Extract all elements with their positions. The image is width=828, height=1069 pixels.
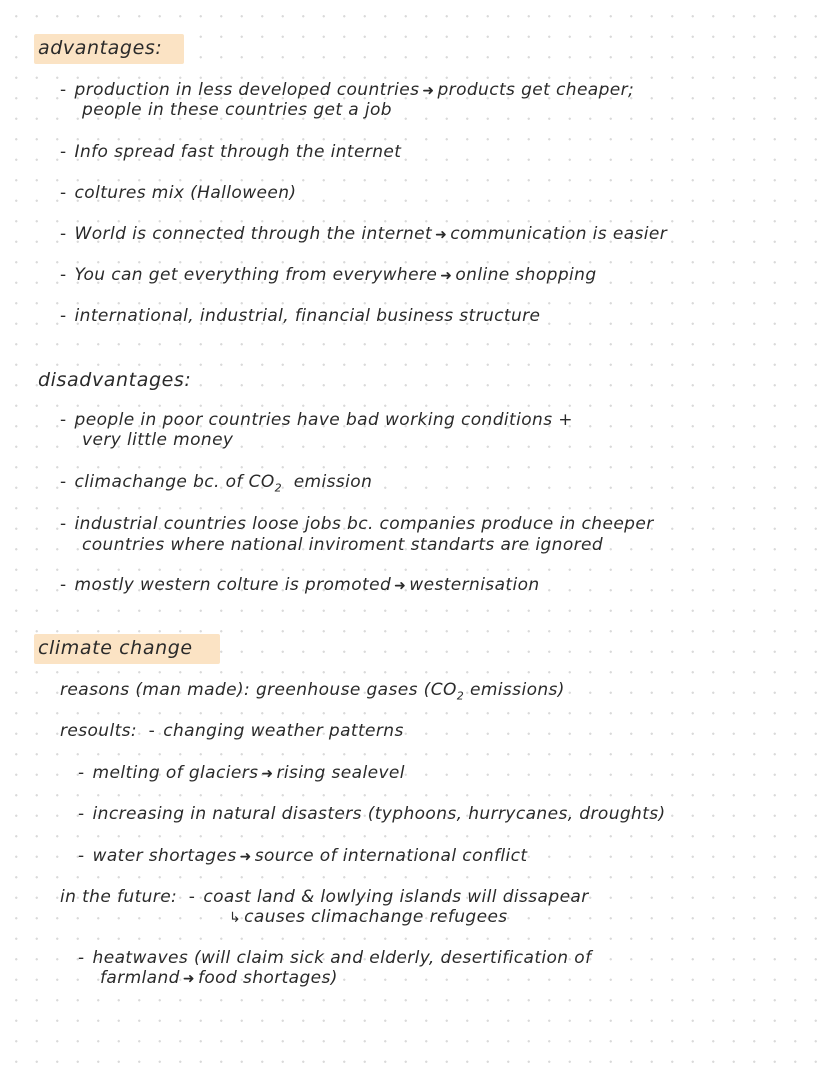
arrow-icon: ➜ xyxy=(261,766,274,782)
dis-item-1-line-1 xyxy=(60,410,573,430)
hook-arrow-icon: ↳ xyxy=(229,910,242,926)
adv-item-1-text-b: products get cheaper; xyxy=(437,80,635,100)
dis-item-4-text-b: westernisation xyxy=(409,575,540,595)
adv-item-2 xyxy=(60,142,401,162)
results-item-3 xyxy=(78,846,527,867)
dis-item-2-text-b: emission xyxy=(293,472,373,492)
adv-item-1-line-2: people in these countries get a job xyxy=(82,100,392,120)
dis-item-2 xyxy=(60,472,372,498)
heat-line-2 xyxy=(100,968,338,989)
heat-text-2b: food shortages) xyxy=(198,968,338,988)
adv-item-1-line-1 xyxy=(60,80,634,101)
results-item-1 xyxy=(78,763,405,784)
adv-item-6 xyxy=(60,306,540,326)
arrow-icon: ➜ xyxy=(422,83,435,99)
adv-item-2-text: Info spread fast through the internet xyxy=(74,142,402,162)
climate-results xyxy=(60,721,404,741)
arrow-icon: ➜ xyxy=(182,971,195,987)
bullet-dash: - xyxy=(60,306,67,326)
adv-item-3-text: coltures mix (Halloween) xyxy=(74,183,297,203)
arrow-icon: ➜ xyxy=(239,849,252,865)
advantages-heading: advantages: xyxy=(38,37,163,59)
results-item-2-text: increasing in natural disasters (typhoons, hurrycanes, droughts) xyxy=(92,804,666,824)
adv-item-3 xyxy=(60,183,296,203)
arrow-icon: ➜ xyxy=(435,227,448,243)
bullet-dash: - xyxy=(78,948,85,968)
bullet-dash: - xyxy=(60,80,67,100)
reasons-text-a: greenhouse gases (CO xyxy=(255,680,457,700)
results-item-3-text-b: source of international conflict xyxy=(254,846,528,866)
future-label: in the future: xyxy=(60,887,178,907)
bullet-dash: - xyxy=(78,804,85,824)
subscript-2: 2 xyxy=(274,481,283,495)
bullet-dash: - xyxy=(60,472,67,492)
bullet-dash: - xyxy=(60,410,67,430)
adv-item-5-text-b: online shopping xyxy=(455,265,597,285)
adv-item-5-text-a: You can get everything from everywhere xyxy=(74,265,438,285)
adv-item-4 xyxy=(60,224,667,245)
heat-line-1 xyxy=(78,948,591,968)
dis-item-4 xyxy=(60,575,540,596)
results-label: resoults: xyxy=(60,721,138,741)
climate-heading: climate change xyxy=(38,637,193,659)
dis-item-1-line-2: very little money xyxy=(82,430,234,450)
dis-item-3-line-1 xyxy=(60,514,654,534)
future-text-2: causes climachange refugees xyxy=(244,907,508,927)
adv-item-4-text-b: communication is easier xyxy=(450,224,668,244)
disadvantages-heading: disadvantages: xyxy=(38,369,192,391)
future-line-1 xyxy=(60,887,589,907)
results-item-3-text-a: water shortages xyxy=(92,846,237,866)
bullet-dash: - xyxy=(78,763,85,783)
results-item-1-text-b: rising sealevel xyxy=(276,763,405,783)
heat-text-1: heatwaves (will claim sick and elderly, desertification of xyxy=(92,948,592,968)
climate-reasons xyxy=(60,680,565,706)
dis-item-3-text: industrial countries loose jobs bc. companies produce in cheeper xyxy=(74,514,654,534)
dis-item-2-text-a: climachange bc. of CO xyxy=(74,472,275,492)
adv-item-5 xyxy=(60,265,597,286)
results-item-2 xyxy=(78,804,666,824)
bullet-dash: - xyxy=(60,224,67,244)
arrow-icon: ➜ xyxy=(394,578,407,594)
bullet-dash: - xyxy=(60,183,67,203)
bullet-dash: - xyxy=(60,575,67,595)
bullet-dash: - xyxy=(78,846,85,866)
subscript-2: 2 xyxy=(456,689,465,703)
bullet-dash: - xyxy=(60,265,67,285)
bullet-dash: - xyxy=(60,142,67,162)
results-item-1-text-a: melting of glaciers xyxy=(92,763,259,783)
adv-item-1-text-a: production in less developed countries xyxy=(74,80,420,100)
future-line-2 xyxy=(226,907,508,928)
dis-item-1-text: people in poor countries have bad working conditions + xyxy=(74,410,573,430)
adv-item-6-text: international, industrial, financial business structure xyxy=(74,306,541,326)
future-text-1: coast land & lowlying islands will dissapear xyxy=(203,887,589,907)
dis-item-3-line-2: countries where national inviroment standarts are ignored xyxy=(82,535,604,555)
reasons-text-b: emissions) xyxy=(469,680,565,700)
results-first: changing weather patterns xyxy=(163,721,404,741)
reasons-label: reasons (man made): xyxy=(60,680,251,700)
bullet-dash: - xyxy=(148,721,156,741)
heat-text-2a: farmland xyxy=(100,968,180,988)
dis-item-4-text-a: mostly western colture is promoted xyxy=(74,575,392,595)
adv-item-4-text-a: World is connected through the internet xyxy=(74,224,433,244)
bullet-dash: - xyxy=(188,887,196,907)
arrow-icon: ➜ xyxy=(440,268,453,284)
bullet-dash: - xyxy=(60,514,67,534)
